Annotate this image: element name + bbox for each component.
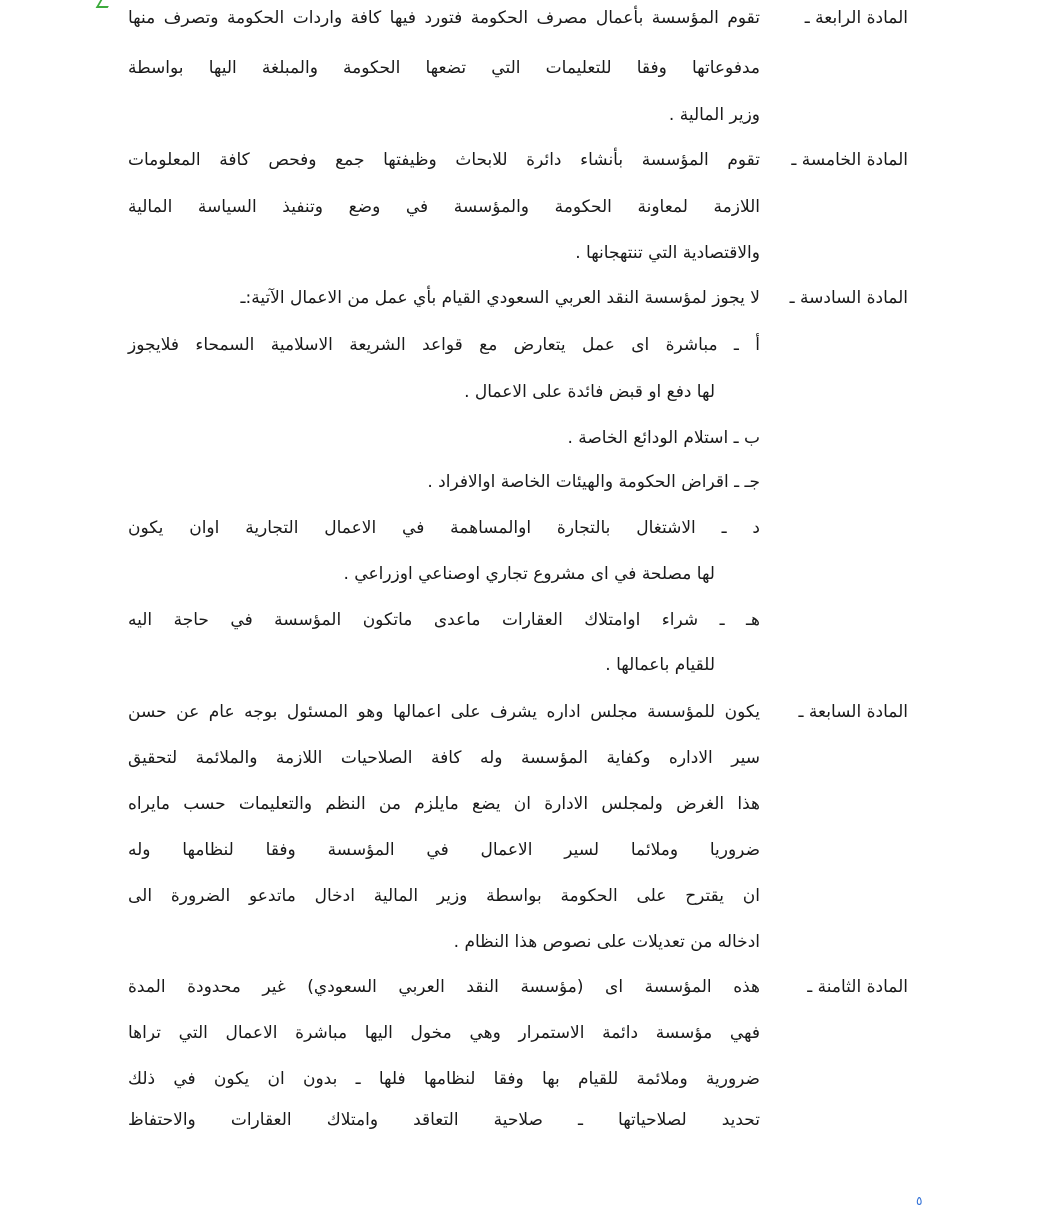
article-6-item-e-cont: للقيام باعمالها .: [605, 655, 715, 675]
article-6-line-1: لا يجوز لمؤسسة النقد العربي السعودي القيام بأي عمل من الاعمال الآتية:ـ: [240, 288, 760, 308]
article-6-item-e: هـ ـ شراء اوامتلاك العقارات ماعدى ماتكون المؤسسة في حاجة اليه: [128, 610, 760, 630]
article-6-item-a: أ ـ مباشرة اى عمل يتعارض مع قواعد الشريعة الاسلامية السمحاء فلايجوز: [128, 335, 760, 355]
article-6-item-a-cont: لها دفع او قبض فائدة على الاعمال .: [464, 382, 715, 402]
article-7-line-6: ادخاله من تعديلات على نصوص هذا النظام .: [453, 932, 760, 952]
article-8-line-4: تحديد لصلاحياتها ـ صلاحية التعاقد وامتلاك العقارات والاحتفاظ: [128, 1110, 760, 1130]
article-5-line-3: والاقتصادية التي تنتهجانها .: [575, 243, 760, 263]
article-5-line-2: اللازمة لمعاونة الحكومة والمؤسسة في وضع وتنفيذ السياسة المالية: [128, 197, 760, 217]
article-8-line-3: ضرورية وملائمة للقيام بها وفقا لنظامها فلها ـ بدون ان يكون في ذلك: [128, 1069, 760, 1089]
article-5-line-1: تقوم المؤسسة بأنشاء دائرة للابحاث وظيفتها جمع وفحص كافة المعلومات: [128, 150, 760, 170]
article-8-line-1: هذه المؤسسة اى (مؤسسة النقد العربي السعودي) غير محدودة المدة: [128, 977, 760, 997]
article-6-item-d: د ـ الاشتغال بالتجارة اوالمساهمة في الاعمال التجارية اوان يكون: [128, 518, 760, 538]
article-7-line-1: يكون للمؤسسة مجلس اداره يشرف على اعمالها وهو المسئول بوجه عام عن حسن: [128, 702, 760, 722]
article-4-label: المادة الرابعة ـ: [804, 8, 908, 28]
page-number: ٥: [916, 1194, 923, 1208]
article-6-item-d-cont: لها مصلحة في اى مشروع تجاري اوصناعي اوزراعي .: [343, 564, 715, 584]
article-5-label: المادة الخامسة ـ: [791, 150, 908, 170]
article-7-line-4: ضروريا وملائما لسير الاعمال في المؤسسة وفقا لنظامها وله: [128, 840, 760, 860]
article-4-line-2: مدفوعاتها وفقا للتعليمات التي تضعها الحكومة والمبلغة اليها بواسطة: [128, 58, 760, 78]
corner-mark: [96, 0, 113, 8]
article-7-line-5: ان يقترح على الحكومة بواسطة وزير المالية ادخال ماتدعو الضرورة الى: [128, 886, 760, 906]
article-7-label: المادة السابعة ـ: [798, 702, 908, 722]
article-7-line-2: سير الاداره وكفاية المؤسسة وله كافة الصلاحيات اللازمة والملائمة لتحقيق: [128, 748, 760, 768]
article-4-line-1: تقوم المؤسسة بأعمال مصرف الحكومة فتورد فيها كافة واردات الحكومة وتصرف منها: [128, 8, 760, 28]
article-8-line-2: فهي مؤسسة دائمة الاستمرار وهي مخول اليها مباشرة الاعمال التي تراها: [128, 1023, 760, 1043]
article-6-label: المادة السادسة ـ: [789, 288, 908, 308]
article-7-line-3: هذا الغرض ولمجلس الادارة ان يضع مايلزم من النظم والتعليمات حسب مايراه: [128, 794, 760, 814]
article-4-line-3: وزير المالية .: [668, 105, 760, 125]
article-6-item-c: جـ ـ اقراض الحكومة والهيئات الخاصة اوالافراد .: [427, 472, 760, 492]
article-8-label: المادة الثامنة ـ: [807, 977, 908, 997]
article-6-item-b: ب ـ استلام الودائع الخاصة .: [567, 428, 760, 448]
